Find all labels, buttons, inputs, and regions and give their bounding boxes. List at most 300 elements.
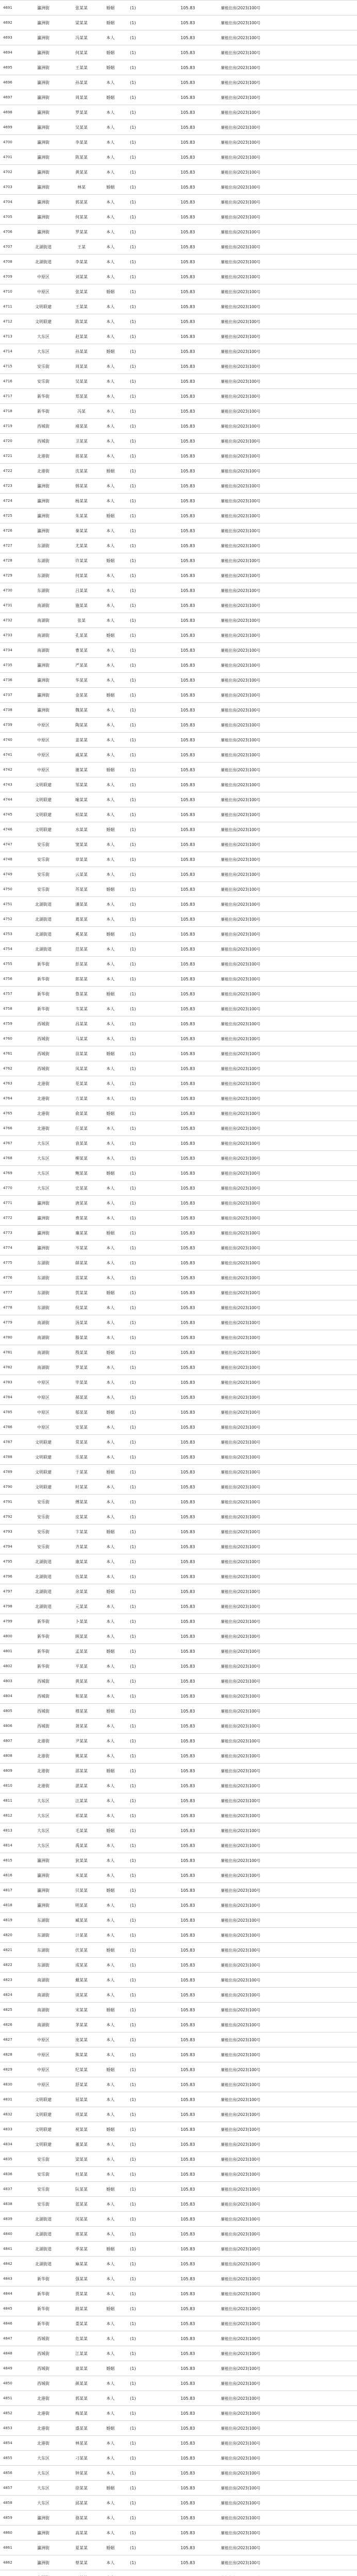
cell-count: (1) [129, 434, 181, 449]
cell-region: 南湖街 [23, 1360, 64, 1375]
cell-applicant: 蓝某某 [64, 2197, 99, 2212]
cell-score: 105.83 [181, 897, 221, 912]
cell-spacer [99, 2421, 106, 2436]
cell-spacer [99, 1046, 106, 1061]
cell-region: 瀛洲街 [23, 90, 64, 105]
cell-applicant: 成某某 [64, 1958, 99, 1973]
cell-tail [278, 2257, 357, 2272]
cell-tail [278, 1988, 357, 2003]
cell-count: (1) [129, 2257, 181, 2272]
cell-score: 105.83 [181, 852, 221, 867]
cell-tail [278, 1181, 357, 1196]
cell-region: 西城街 [23, 2331, 64, 2346]
cell-tail [278, 523, 357, 538]
cell-spacer [99, 1420, 106, 1435]
cell-count: (1) [129, 792, 181, 807]
cell-status: 廉租住房(2023)100号 [221, 2242, 278, 2257]
cell-count: (1) [129, 2182, 181, 2197]
cell-status: 廉租住房(2023)100号 [221, 1689, 278, 1704]
table-row [0, 523, 357, 538]
cell-status: 廉租住房(2023)100号 [221, 867, 278, 882]
table-row [0, 150, 357, 165]
cell-region: 瀛洲街 [23, 2511, 64, 2526]
cell-tail [278, 150, 357, 165]
cell-score: 105.83 [181, 1270, 221, 1285]
table-row [0, 2257, 357, 2272]
table-row [0, 2331, 357, 2346]
cell-spacer [99, 2212, 106, 2227]
cell-tail [278, 1465, 357, 1480]
cell-status: 廉租住房(2023)100号 [221, 583, 278, 598]
cell-serial: 4732 [0, 613, 23, 628]
cell-score [181, 2570, 221, 2576]
cell-spacer [99, 733, 106, 748]
cell-status: 廉租住房(2023)100号 [221, 792, 278, 807]
cell-count: (1) [129, 404, 181, 419]
table-row [0, 269, 357, 284]
cell-relation: 本人 [106, 583, 129, 598]
cell-status: 廉租住房(2023)100号 [221, 1793, 278, 1808]
cell-status: 廉租住房(2023)100号 [221, 2511, 278, 2526]
cell-tail [278, 688, 357, 703]
cell-status: 廉租住房(2023)100号 [221, 2361, 278, 2376]
cell-region: 瀛洲街 [23, 75, 64, 90]
cell-applicant: 萧某某 [64, 1719, 99, 1734]
cell-spacer [99, 972, 106, 987]
cell-tail [278, 1913, 357, 1928]
table-row [0, 2361, 357, 2376]
cell-serial: 4797 [0, 1584, 23, 1599]
cell-tail [278, 60, 357, 75]
cell-region: 瀛洲街 [23, 120, 64, 135]
cell-score: 105.83 [181, 1495, 221, 1510]
cell-applicant: 褚某某 [64, 419, 99, 434]
cell-score: 105.83 [181, 404, 221, 419]
cell-tail [278, 1674, 357, 1689]
cell-serial: 4855 [0, 2451, 23, 2466]
cell-applicant: 雷某某 [64, 1270, 99, 1285]
cell-serial: 4725 [0, 509, 23, 523]
cell-applicant: 张某 [64, 613, 99, 628]
table-row [0, 1764, 357, 1778]
table-row [0, 1106, 357, 1121]
cell-serial: 4834 [0, 2137, 23, 2152]
cell-tail [278, 180, 357, 195]
cell-applicant: 卜某某 [64, 1614, 99, 1629]
table-row [0, 762, 357, 777]
cell-serial: 4798 [0, 1599, 23, 1614]
cell-serial: 4709 [0, 269, 23, 284]
cell-serial: 4795 [0, 1554, 23, 1569]
cell-tail [278, 2062, 357, 2077]
cell-applicant: 王某某 [64, 299, 99, 314]
cell-region: 瀛洲街 [23, 1, 64, 15]
cell-score: 105.83 [181, 2316, 221, 2331]
cell-tail [278, 2406, 357, 2421]
cell-region: 瀛洲街 [23, 1898, 64, 1913]
table-row [0, 1853, 357, 1868]
table-row [0, 2391, 357, 2406]
cell-tail [278, 1883, 357, 1898]
cell-score: 105.83 [181, 2047, 221, 2062]
table-row [0, 2107, 357, 2122]
cell-applicant: 廉某某 [64, 1226, 99, 1241]
cell-spacer [99, 2182, 106, 2197]
cell-relation: 本人 [106, 1808, 129, 1823]
cell-count: (1) [129, 1510, 181, 1524]
cell-count: (1) [129, 538, 181, 553]
cell-count: (1) [129, 1480, 181, 1495]
cell-relation: 本人 [106, 1689, 129, 1704]
cell-serial: 4714 [0, 344, 23, 359]
cell-region: 北湖街道 [23, 1599, 64, 1614]
cell-count: (1) [129, 449, 181, 464]
cell-status: 廉租住房(2023)100号 [221, 434, 278, 449]
cell-spacer [99, 60, 106, 75]
cell-applicant: 蔡某某 [64, 2555, 99, 2570]
cell-relation: 本人 [106, 1539, 129, 1554]
cell-serial: 4749 [0, 867, 23, 882]
cell-applicant: 方某某 [64, 1091, 99, 1106]
cell-tail [278, 1390, 357, 1405]
cell-status: 廉租住房(2023)100号 [221, 2496, 278, 2511]
cell-region: 安乐街 [23, 2182, 64, 2197]
cell-region: 瀛洲街 [23, 105, 64, 120]
cell-serial: 4699 [0, 120, 23, 135]
cell-spacer [99, 210, 106, 225]
table-row [0, 1270, 357, 1285]
cell-relation: 本人 [106, 867, 129, 882]
cell-tail [278, 1868, 357, 1883]
table-row [0, 1360, 357, 1375]
cell-serial: 4831 [0, 2092, 23, 2107]
cell-region: 瀛洲街 [23, 2526, 64, 2540]
table-row [0, 2272, 357, 2286]
cell-status: 廉租住房(2023)100号 [221, 1958, 278, 1973]
table-row [0, 374, 357, 389]
cell-status: 廉租住房(2023)100号 [221, 1091, 278, 1106]
table-row [0, 733, 357, 748]
cell-relation: 本人 [106, 2451, 129, 2466]
cell-region: 瀛洲街 [23, 195, 64, 210]
table-row [0, 1898, 357, 1913]
cell-serial: 4799 [0, 1614, 23, 1629]
cell-spacer [99, 120, 106, 135]
table-row [0, 1973, 357, 1988]
cell-relation: 婚姻 [106, 987, 129, 1002]
cell-spacer [99, 1808, 106, 1823]
cell-relation: 本人 [106, 419, 129, 434]
cell-count: (1) [129, 2421, 181, 2436]
table-row [0, 1674, 357, 1689]
cell-score: 105.83 [181, 2301, 221, 2316]
cell-count: (1) [129, 1569, 181, 1584]
cell-score: 105.83 [181, 284, 221, 299]
cell-count: (1) [129, 1285, 181, 1300]
cell-serial: 4706 [0, 225, 23, 240]
cell-tail [278, 2376, 357, 2391]
table-row [0, 2077, 357, 2092]
cell-score: 105.83 [181, 2077, 221, 2092]
cell-applicant: 康某某 [64, 1554, 99, 1569]
cell-status: 廉租住房(2023)100号 [221, 1, 278, 15]
cell-spacer [99, 688, 106, 703]
cell-spacer [99, 464, 106, 479]
cell-applicant: 杜某某 [64, 2167, 99, 2182]
cell-count: (1) [129, 1106, 181, 1121]
cell-tail [278, 449, 357, 464]
cell-relation: 本人 [106, 807, 129, 822]
cell-relation: 本人 [106, 1734, 129, 1749]
cell-tail [278, 897, 357, 912]
table-row [0, 568, 357, 583]
cell-count: (1) [129, 2286, 181, 2301]
cell-applicant: 郑某某 [64, 389, 99, 404]
cell-serial: 4763 [0, 1076, 23, 1091]
cell-tail [278, 90, 357, 105]
cell-applicant: 马某某 [64, 1031, 99, 1046]
cell-tail [278, 1420, 357, 1435]
cell-tail [278, 2481, 357, 2496]
cell-applicant: 戴某某 [64, 1973, 99, 1988]
cell-score: 105.83 [181, 2182, 221, 2197]
cell-applicant: 殷某某 [64, 1345, 99, 1360]
cell-spacer [99, 269, 106, 284]
cell-spacer [99, 105, 106, 120]
table-row [0, 1480, 357, 1495]
cell-region: 大东区 [23, 2466, 64, 2481]
cell-status: 廉租住房(2023)100号 [221, 2526, 278, 2540]
cell-status: 廉租住房(2023)100号 [221, 1390, 278, 1405]
cell-status: 廉租住房(2023)100号 [221, 60, 278, 75]
cell-serial: 4739 [0, 718, 23, 733]
cell-serial: 4849 [0, 2361, 23, 2376]
cell-region: 北港街 [23, 464, 64, 479]
cell-score: 105.83 [181, 509, 221, 523]
table-row [0, 1315, 357, 1330]
cell-status: 廉租住房(2023)100号 [221, 688, 278, 703]
table-row [0, 1539, 357, 1554]
cell-applicant: 史某某 [64, 1181, 99, 1196]
cell-status: 廉租住房(2023)100号 [221, 1300, 278, 1315]
cell-relation: 婚姻 [106, 762, 129, 777]
cell-region: 北湖街道 [23, 942, 64, 957]
cell-applicant: 任某某 [64, 1121, 99, 1136]
cell-region: 北港街 [23, 2436, 64, 2451]
cell-tail [278, 867, 357, 882]
table-row [0, 2167, 357, 2182]
cell-serial: 4792 [0, 1510, 23, 1524]
cell-status: 廉租住房(2023)100号 [221, 225, 278, 240]
cell-spacer [99, 1435, 106, 1450]
table-body [0, 1, 357, 2576]
cell-status: 廉租住房(2023)100号 [221, 1330, 278, 1345]
cell-count: (1) [129, 553, 181, 568]
cell-serial: 4756 [0, 972, 23, 987]
cell-tail [278, 225, 357, 240]
cell-score: 105.83 [181, 1091, 221, 1106]
cell-count [129, 2570, 181, 2576]
cell-serial: 4753 [0, 927, 23, 942]
table-row [0, 464, 357, 479]
cell-score: 105.83 [181, 1674, 221, 1689]
cell-region: 文明联建 [23, 822, 64, 837]
cell-count: (1) [129, 1778, 181, 1793]
cell-status: 廉租住房(2023)100号 [221, 1853, 278, 1868]
cell-status: 廉租住房(2023)100号 [221, 807, 278, 822]
table-row [0, 867, 357, 882]
cell-tail [278, 2466, 357, 2481]
cell-serial: 4830 [0, 2077, 23, 2092]
cell-count: (1) [129, 329, 181, 344]
cell-region: 东湖街 [23, 553, 64, 568]
cell-applicant: 章某某 [64, 852, 99, 867]
cell-applicant: 贾某某 [64, 2286, 99, 2301]
cell-relation: 本人 [106, 658, 129, 673]
cell-region: 东湖街 [23, 1256, 64, 1270]
cell-count: (1) [129, 1241, 181, 1256]
cell-serial: 4716 [0, 374, 23, 389]
cell-applicant: 贺某某 [64, 1285, 99, 1300]
cell-region: 中原区 [23, 284, 64, 299]
cell-relation: 婚姻 [106, 1524, 129, 1539]
cell-region: 文明联建 [23, 2122, 64, 2137]
cell-region: 安乐街 [23, 2167, 64, 2182]
table-row [0, 2301, 357, 2316]
cell-applicant: 卫某某 [64, 434, 99, 449]
cell-applicant: 魏某某 [64, 703, 99, 718]
cell-spacer [99, 434, 106, 449]
cell-tail [278, 1943, 357, 1958]
cell-tail [278, 1719, 357, 1734]
table-row [0, 1435, 357, 1450]
cell-status: 廉租住房(2023)100号 [221, 748, 278, 762]
cell-score: 105.83 [181, 987, 221, 1002]
table-row [0, 75, 357, 90]
cell-serial: 4766 [0, 1121, 23, 1136]
cell-count: (1) [129, 1345, 181, 1360]
cell-score: 105.83 [181, 1584, 221, 1599]
table-row [0, 1644, 357, 1659]
cell-relation: 本人 [106, 523, 129, 538]
table-row [0, 1554, 357, 1569]
cell-status: 廉租住房(2023)100号 [221, 1002, 278, 1016]
cell-spacer [99, 1539, 106, 1554]
cell-spacer [99, 195, 106, 210]
cell-applicant: 贝某某 [64, 1883, 99, 1898]
cell-count: (1) [129, 1973, 181, 1988]
cell-count: (1) [129, 1151, 181, 1166]
cell-count: (1) [129, 1226, 181, 1241]
cell-spacer [99, 523, 106, 538]
cell-applicant: 柏某某 [64, 807, 99, 822]
cell-status: 廉租住房(2023)100号 [221, 1405, 278, 1420]
table-row [0, 225, 357, 240]
cell-applicant: 秦某某 [64, 523, 99, 538]
cell-score: 105.83 [181, 2018, 221, 2032]
table-row [0, 852, 357, 867]
cell-relation: 婚姻 [106, 2481, 129, 2496]
table-row [0, 2436, 357, 2451]
cell-serial: 4839 [0, 2212, 23, 2227]
cell-score: 105.83 [181, 75, 221, 90]
cell-relation: 婚姻 [106, 1226, 129, 1241]
cell-score: 105.83 [181, 1644, 221, 1659]
cell-score: 105.83 [181, 1958, 221, 1973]
cell-relation: 本人 [106, 718, 129, 733]
cell-applicant: 周某某 [64, 359, 99, 374]
cell-score: 105.83 [181, 2122, 221, 2137]
cell-score: 105.83 [181, 120, 221, 135]
cell-tail [278, 2286, 357, 2301]
cell-spacer [99, 2376, 106, 2391]
cell-tail [278, 329, 357, 344]
cell-status: 廉租住房(2023)100号 [221, 90, 278, 105]
cell-score: 105.83 [181, 1778, 221, 1793]
cell-status: 廉租住房(2023)100号 [221, 2197, 278, 2212]
cell-serial: 4768 [0, 1151, 23, 1166]
cell-tail [278, 344, 357, 359]
cell-relation: 婚姻 [106, 1345, 129, 1360]
table-row [0, 404, 357, 419]
cell-relation: 本人 [106, 1495, 129, 1510]
cell-applicant: 茅某某 [64, 2018, 99, 2032]
cell-score: 105.83 [181, 1614, 221, 1629]
cell-count: (1) [129, 494, 181, 509]
cell-spacer [99, 718, 106, 733]
cell-spacer [99, 1091, 106, 1106]
cell-serial: 4784 [0, 1390, 23, 1405]
cell-region: 新华街 [23, 987, 64, 1002]
cell-tail [278, 792, 357, 807]
table-row [0, 1599, 357, 1614]
cell-score: 105.83 [181, 2227, 221, 2242]
cell-spacer [99, 1106, 106, 1121]
cell-count: (1) [129, 314, 181, 329]
cell-count: (1) [129, 2062, 181, 2077]
cell-relation: 本人 [106, 748, 129, 762]
cell-serial: 4748 [0, 852, 23, 867]
cell-serial: 4785 [0, 1405, 23, 1420]
cell-score: 105.83 [181, 2526, 221, 2540]
cell-applicant: 冯某某 [64, 30, 99, 45]
table-row [0, 643, 357, 658]
cell-status: 廉租住房(2023)100号 [221, 1196, 278, 1211]
cell-tail [278, 15, 357, 30]
cell-region: 中原区 [23, 2032, 64, 2047]
cell-spacer [99, 1061, 106, 1076]
cell-tail [278, 2092, 357, 2107]
cell-spacer [99, 1495, 106, 1510]
cell-relation: 婚姻 [106, 60, 129, 75]
cell-region: 大东区 [23, 344, 64, 359]
cell-region: 大东区 [23, 329, 64, 344]
cell-relation: 婚姻 [106, 1465, 129, 1480]
cell-relation: 本人 [106, 1898, 129, 1913]
cell-serial: 4696 [0, 75, 23, 90]
cell-score: 105.83 [181, 255, 221, 269]
cell-status: 廉租住房(2023)100号 [221, 703, 278, 718]
cell-count: (1) [129, 15, 181, 30]
cell-applicant: 李某某 [64, 255, 99, 269]
cell-tail [278, 927, 357, 942]
cell-score: 105.83 [181, 1121, 221, 1136]
cell-status: 廉租住房(2023)100号 [221, 1554, 278, 1569]
cell-applicant: 王某某 [64, 60, 99, 75]
cell-region: 西城街 [23, 1719, 64, 1734]
cell-status: 廉租住房(2023)100号 [221, 2272, 278, 2286]
cell-spacer [99, 1943, 106, 1958]
